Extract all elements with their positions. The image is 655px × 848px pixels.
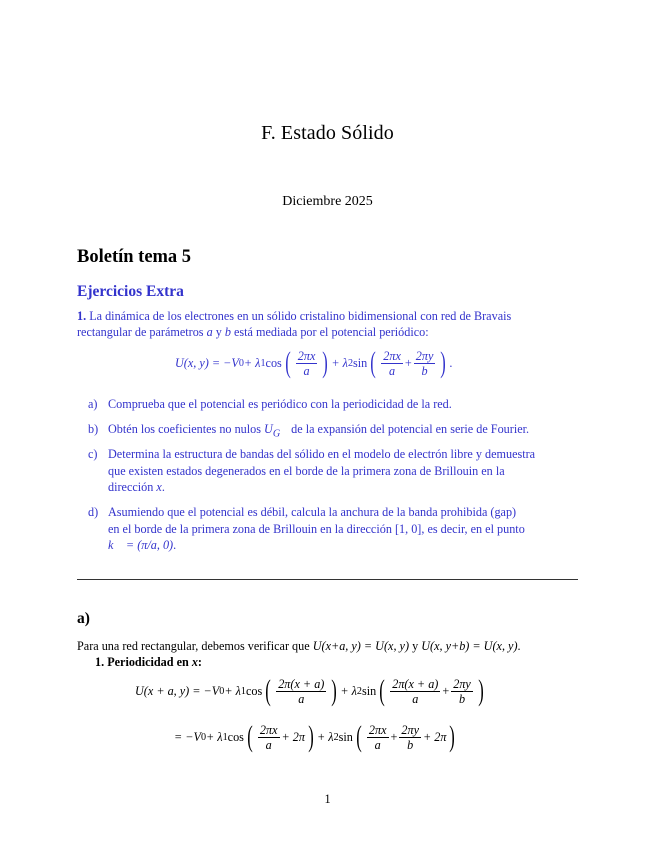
item-d-k-point: k⃗ = (π/a, 0) (108, 538, 174, 552)
item-c-line-1: Determina la estructura de bandas del sólido en el modelo de electrón libre y demuestra (108, 447, 536, 461)
list-item-c (88, 446, 578, 496)
eq2-frac3-den: b (407, 737, 414, 752)
paren-close-icon: ) (331, 674, 338, 707)
eq1-sub0: 0 (219, 685, 225, 697)
solution-text-y: y (412, 639, 419, 653)
eq2-sub1: 1 (222, 731, 228, 743)
step-colon: : (197, 655, 202, 669)
eq1-plus2: + λ (340, 683, 357, 698)
eq2-frac3-num: 2πy (401, 722, 419, 737)
exercise-intro-2a: rectangular de parámetros (77, 325, 204, 339)
eq2-add2: + 2π (422, 729, 447, 744)
subsection-title: Ejercicios Extra (77, 283, 184, 300)
eq-sub0: 0 (238, 357, 244, 369)
item-c-line-3a: dirección (108, 480, 154, 494)
item-text (108, 446, 578, 496)
eq-frac2-den: a (389, 363, 396, 378)
eq-frac2 (381, 349, 403, 378)
eq2-plus1: + λ (206, 729, 223, 744)
eq1-frac3-den: b (458, 691, 466, 706)
paren-close-icon: ) (440, 346, 447, 379)
paren-open-icon: ( (379, 674, 385, 707)
exercise-var-b: b (224, 325, 231, 339)
solution-equation-2 (174, 722, 458, 752)
item-label: a) (88, 397, 98, 411)
eq2-frac1-den: a (265, 737, 272, 752)
eq1-frac1-num: 2π(x + a) (278, 676, 325, 691)
solution-cond-2: U(x, y+b) = U(x, y) (421, 639, 518, 653)
eq-cos: cos (265, 355, 282, 370)
solution-title: a) (77, 610, 90, 627)
paren-open-icon: ( (265, 674, 271, 707)
step-label: 1. Periodicidad en (95, 655, 189, 669)
eq2-sub0: 0 (200, 731, 207, 743)
horizontal-rule (77, 579, 578, 580)
item-c-period: . (161, 480, 165, 494)
eq2-plus3: + (390, 729, 398, 744)
item-text (108, 421, 578, 443)
eq1-lhs: U(x + a, y) = −V (135, 683, 220, 698)
eq1-plus1: + λ (224, 683, 241, 698)
eq2-frac3 (399, 723, 421, 752)
eq-end: . (449, 355, 453, 370)
list-item-a (88, 396, 578, 413)
eq1-plus3: + (442, 683, 450, 698)
item-d-direction: [1, 0] (394, 521, 422, 536)
exercise-var-a: a (206, 325, 213, 339)
eq2-frac1 (258, 723, 280, 752)
eq2-frac1-num: 2πx (259, 722, 278, 737)
exercise-intro-1: La dinámica de los electrones en un sólido cristalino bidimensional con red de Bravais (89, 309, 512, 323)
solution-cond-1: U(x+a, y) = U(x, y) (312, 639, 410, 653)
solution-text-end: . (517, 639, 521, 653)
eq-frac1-den: a (303, 363, 310, 378)
eq1-cos: cos (245, 683, 263, 698)
eq-frac3-num: 2πy (415, 348, 434, 363)
eq2-sin: sin (338, 729, 353, 744)
potential-equation (175, 348, 452, 378)
paren-open-icon: ( (356, 720, 362, 753)
eq1-frac2-den: a (412, 691, 419, 706)
page-number: 1 (324, 792, 331, 806)
solution-equation-1 (135, 676, 487, 706)
eq1-frac2 (390, 677, 440, 706)
eq-frac3-den: b (421, 363, 428, 378)
eq-plus2: + λ (331, 355, 348, 370)
item-c-line-2: que existen estados degenerados en el borde de la primera zona de Brillouin en la (108, 463, 505, 478)
document-date: Diciembre 2025 (282, 194, 373, 209)
paren-open-icon: ( (285, 346, 291, 379)
document-title: F. Estado Sólido (261, 122, 394, 144)
item-d-line-2c: , es decir, en el punto (421, 521, 525, 536)
item-label: c) (88, 447, 98, 461)
section-title: Boletín tema 5 (77, 247, 192, 267)
item-text: Comprueba que el potencial es periódico con la periodicidad de la red. (108, 397, 452, 411)
step-var: x (191, 655, 198, 669)
list-item-d (88, 504, 578, 554)
item-c-var-x: x (156, 480, 162, 494)
paren-open-icon: ( (370, 346, 377, 379)
eq-sub1: 1 (260, 357, 266, 369)
item-b-math: U (264, 422, 273, 436)
item-d-line-1: Asumiendo que el potencial es débil, calcula la anchura de la banda prohibida (gap) (108, 505, 517, 519)
eq2-frac2-num: 2πx (368, 722, 387, 737)
item-label: b) (88, 422, 99, 436)
eq-frac3 (414, 349, 436, 378)
eq1-frac1-den: a (298, 691, 305, 706)
eq1-sub2: 2 (356, 685, 362, 697)
eq-frac1 (296, 349, 318, 378)
eq-sin: sin (353, 355, 368, 370)
eq2-sub2: 2 (333, 731, 339, 743)
solution-text-a: Para una red rectangular, debemos verificar que (77, 639, 310, 653)
item-b-text-2: de la expansión del potencial en serie de Fourier. (291, 422, 530, 436)
step-periodicity-x (95, 655, 202, 670)
eq-sub2: 2 (347, 357, 354, 369)
item-label: d) (88, 505, 99, 519)
item-text (108, 504, 578, 554)
eq2-cos: cos (227, 729, 244, 744)
paren-close-icon: ) (308, 720, 314, 753)
exercise-word-y: y (215, 325, 222, 339)
exercise-intro-2b: está mediada por el potencial periódico: (234, 325, 429, 339)
exercise-number: 1. (77, 309, 87, 323)
eq-frac2-num: 2πx (383, 348, 401, 363)
item-b-text-1: Obtén los coeficientes no nulos (108, 422, 261, 436)
eq1-sub1: 1 (240, 685, 246, 697)
eq1-frac3-num: 2πy (453, 676, 471, 691)
eq-frac1-num: 2πx (297, 348, 316, 363)
solution-intro (77, 638, 578, 654)
eq1-frac3 (451, 677, 473, 706)
eq2-lhs: = −V (174, 729, 201, 744)
eq-plus3: + (404, 355, 412, 370)
eq2-add1: + 2π (281, 729, 306, 744)
eq2-frac2 (367, 723, 389, 752)
eq2-frac2-den: a (374, 737, 381, 752)
eq-plus1: + λ (243, 355, 261, 370)
item-d-period: . (173, 538, 177, 552)
list-item-b (88, 421, 578, 443)
eq1-frac1 (276, 677, 326, 706)
item-b-sub: G⃗ (272, 428, 289, 440)
eq2-plus2: + λ (317, 729, 334, 744)
paren-close-icon: ) (478, 674, 484, 707)
eq1-sin: sin (361, 683, 377, 698)
eq-lhs: U(x, y) = −V (175, 355, 239, 370)
item-d-line-2a: en el borde de la primera zona de Brillouin en la dirección (108, 521, 392, 536)
paren-close-icon: ) (449, 720, 456, 753)
eq1-frac2-num: 2π(x + a) (392, 676, 439, 691)
exercise-statement (77, 308, 578, 340)
paren-close-icon: ) (322, 346, 329, 379)
paren-open-icon: ( (247, 720, 253, 753)
